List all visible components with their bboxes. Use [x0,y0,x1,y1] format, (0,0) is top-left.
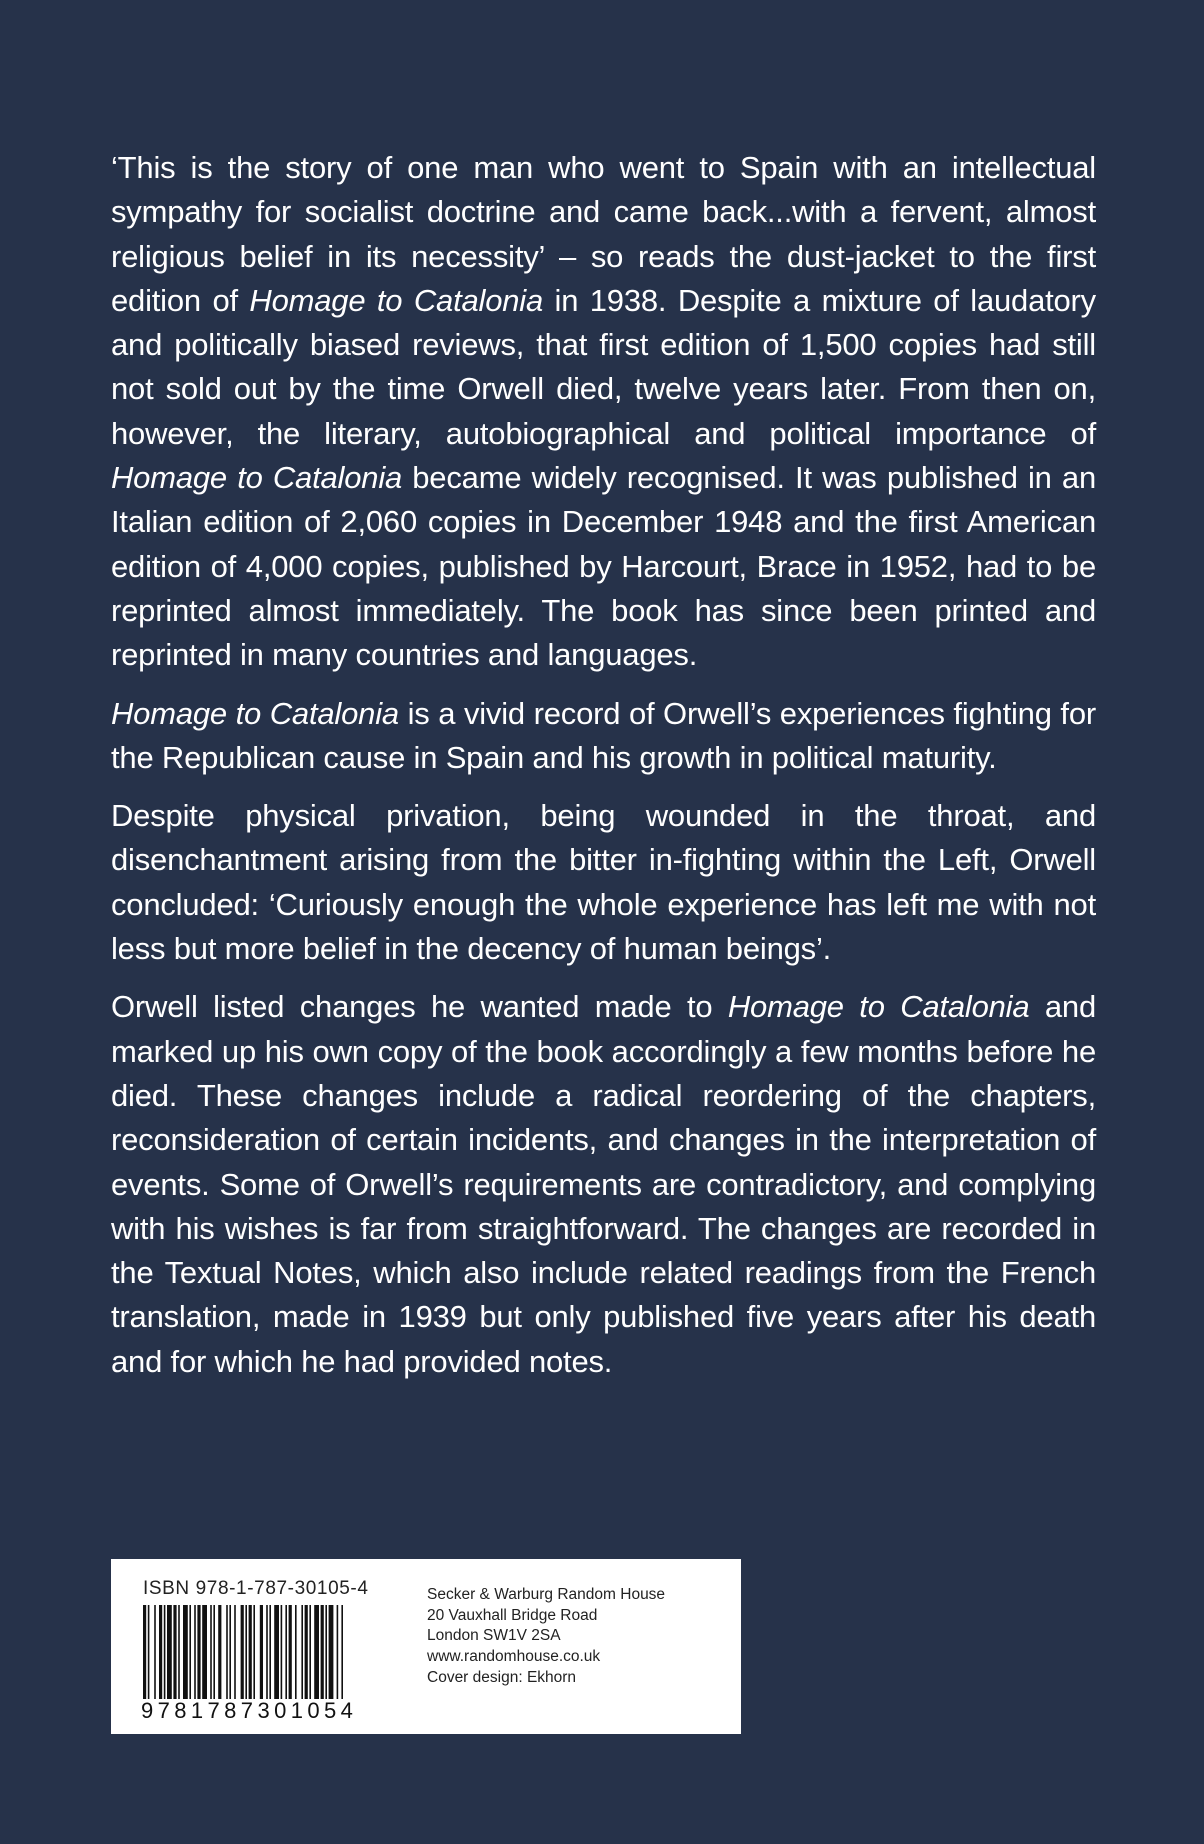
barcode-bar [213,1605,215,1709]
blurb-text: ‘This is the story of one man who went to Spain with an intellectual sympathy for socialist doctrine and came back...with a fervent, almost religious belief in its necessity’ – so reads the dust-jacket to the first edition of [111,150,1096,318]
barcode-bar [329,1605,334,1709]
barcode-bar [197,1605,200,1709]
isbn-label: ISBN 978-1-787-30105-4 [143,1578,369,1599]
barcode-bar [229,1605,231,1709]
book-title: Homage to Catalonia [727,989,1030,1025]
publisher-name: Secker & Warburg Random House [427,1586,666,1603]
barcode-bar [148,1605,150,1709]
publisher-address-line-1: 20 Vauxhall Bridge Road [427,1606,598,1624]
barcode-icon [141,1605,401,1709]
barcode-panel [111,1559,741,1734]
book-title: Homage to Catalonia [249,282,544,318]
blurb-text: and marked up his own copy of the book accordingly a few months before he died. These changes include a radical reordering of the chapters, reconsideration of certain incidents, and changes in the interpretation of events. Some of Orwell’s requirements are contradictory, and complying with his wishes is far from straightforward. The changes are recorded in the Textual Notes, which also include related readings from the French translation, made in 1939 but only published five years after his death and for which he had provided notes. [111,989,1096,1379]
barcode-bar [167,1605,172,1709]
barcode-bar [202,1605,207,1709]
blurb-paragraph-2 [111,692,1096,781]
book-title: Homage to Catalonia [111,695,399,731]
barcode-bar [301,1605,303,1709]
barcode-bar [164,1605,166,1709]
barcode-bar [266,1605,268,1709]
barcode-bar [309,1605,311,1709]
barcode-bar [314,1605,319,1709]
publisher-address-line-2: London SW1V 2SA [427,1627,561,1645]
barcode-bar [260,1605,263,1709]
book-title: Homage to Catalonia [111,460,403,496]
barcode-bar [226,1605,228,1709]
blurb-text: became widely recognised. It was published in an Italian edition of 2,060 copies in December 1948 and the first American edition of 4,000 copies, published by Harcourt, Brace in 1952, had to be reprinted almost immediately. The book has since been printed and reprinted in many countries and languages. [111,460,1096,673]
barcode-bar [154,1605,156,1709]
back-cover-blurb [111,146,1096,1398]
barcode-bar [218,1605,221,1709]
barcode-bar [253,1605,255,1709]
publisher-website: www.randomhouse.co.uk [427,1648,601,1666]
barcode-bar [194,1605,196,1709]
blurb-text: in 1938. Despite a mixture of laudatory and politically biased reviews, that first edition of 1,500 copies had still not sold out by the time Orwell died, twelve years later. From then on, however, the literary, autobiographical and political importance of [111,282,1096,451]
barcode-bar [173,1605,176,1709]
blurb-paragraph-1 [111,146,1096,678]
barcode-bar [325,1605,327,1709]
barcode-bar [341,1605,343,1709]
barcode-bar [295,1605,297,1709]
barcode-digits: 9781787301054 [141,1699,401,1723]
barcode-bar [285,1605,287,1709]
barcode-bar [183,1605,188,1709]
blurb-paragraph-3: Despite physical privation, being wounded in the throat, and disenchantment arising from the bitter in-fighting within the Left, Orwell concluded: ‘Curiously enough the whole experience has left me with not less but more belief in the decency of human beings’. [111,798,1096,967]
barcode-bar [143,1605,146,1709]
barcode-bar [321,1605,324,1709]
blurb-text: is a vivid record of Orwell’s experiences fighting for the Republican cause in Spain and his growth in political maturity. [111,695,1097,775]
cover-design-credit: Cover design: Ekhorn [427,1668,577,1686]
barcode-bar [274,1605,279,1709]
barcode-bar [249,1605,252,1709]
barcode-bar [178,1605,180,1709]
barcode-bar [289,1605,292,1709]
blurb-paragraph-4 [111,985,1096,1384]
publisher-info [427,1585,665,1689]
barcode-bar [269,1605,271,1709]
barcode-bar [245,1605,247,1709]
blurb-text: Orwell listed changes he wanted made to [111,989,728,1025]
barcode-bar [189,1605,191,1709]
barcode-bar [241,1605,244,1709]
barcode-bar [305,1605,308,1709]
barcode-bar [159,1605,162,1709]
barcode-bar [281,1605,283,1709]
barcode-bar [337,1605,339,1709]
barcode-bar [210,1605,212,1709]
barcode-bar [234,1605,236,1709]
